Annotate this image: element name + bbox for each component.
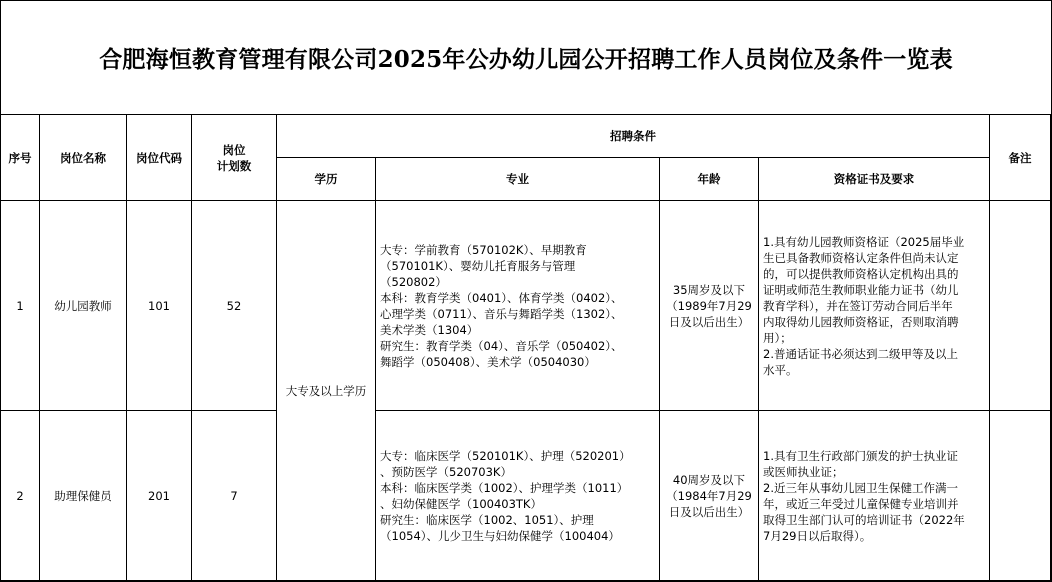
header-age: 年龄	[660, 158, 759, 201]
cell-seq: 1	[1, 201, 40, 411]
cell-major	[376, 411, 660, 581]
qualification-line: 7月29日以后取得）。	[763, 528, 872, 543]
qualification-line: 生已具备教师资格认定条件但尚未认定	[763, 250, 959, 265]
qualification-line: 水平。	[763, 362, 798, 377]
header-plan-count-line2: 计划数	[216, 158, 252, 173]
header-major: 专业	[376, 158, 660, 201]
header-qualification: 资格证书及要求	[759, 158, 990, 201]
age-line: 日及以后出生）	[668, 314, 750, 329]
cell-education: 大专及以上学历	[277, 201, 376, 581]
major-line: （520802）	[380, 274, 447, 289]
age-line: 35周岁及以下	[672, 282, 746, 297]
cell-seq: 2	[1, 411, 40, 581]
recruitment-table	[0, 114, 1051, 581]
major-line: （570101K）、婴幼儿托育服务与管理	[380, 258, 576, 273]
major-line: 美术学类（1304）	[380, 322, 479, 337]
major-line: （1054）、儿少卫生与妇幼保健学（100404）	[380, 528, 620, 543]
header-seq: 序号	[1, 115, 40, 201]
qualification-line: 内取得幼儿园教师资格证，否则取消聘	[763, 314, 959, 329]
qualification-line: 教育学科），并在签订劳动合同后半年	[763, 298, 953, 313]
major-line: 心理学类（0711）、音乐与舞蹈学类（1302）、	[380, 306, 623, 321]
qualification-line: 1.具有卫生行政部门颁发的护士执业证	[763, 448, 958, 463]
qualification-line: 取得卫生部门认可的培训证书（2022年	[763, 512, 965, 527]
major-line: 舞蹈学（050408）、美术学（0504030）	[380, 354, 596, 369]
major-line: 研究生：临床医学（1002、1051）、护理	[380, 512, 594, 527]
age-line: （1984年7月29	[666, 488, 752, 503]
major-line: 研究生：教育学类（04）、音乐学（050402）、	[380, 338, 623, 353]
major-line: 本科：临床医学类（1002）、护理学类（1011）	[380, 480, 629, 495]
qualification-line: 的，可以提供教师资格认定机构出具的	[763, 266, 959, 281]
major-line: 大专：临床医学（520101K）、护理（520201）	[380, 448, 631, 463]
cell-qualification	[759, 411, 990, 581]
qualification-line: 1.具有幼儿园教师资格证（2025届毕业	[763, 234, 965, 249]
cell-post-code: 101	[127, 201, 192, 411]
header-remark: 备注	[990, 115, 1051, 201]
cell-remark	[990, 411, 1051, 581]
qualification-line: 年，或近三年受过儿童保健专业培训并	[763, 496, 959, 511]
cell-plan-count: 52	[192, 201, 277, 411]
header-post-code: 岗位代码	[127, 115, 192, 201]
header-plan-count-line1: 岗位	[222, 142, 246, 157]
major-line: 、妇幼保健医学（100403TK）	[380, 496, 542, 511]
qualification-line: 2.近三年从事幼儿园卫生保健工作满一	[763, 480, 958, 495]
header-education: 学历	[277, 158, 376, 201]
cell-age	[660, 201, 759, 411]
cell-post-name: 助理保健员	[40, 411, 127, 581]
major-line: 大专：学前教育（570102K）、早期教育	[380, 242, 587, 257]
major-line: 本科：教育学类（0401）、体育学类（0402）、	[380, 290, 623, 305]
table-row	[1, 201, 1051, 411]
qualification-line: 2.普通话证书必须达到二级甲等及以上	[763, 346, 958, 361]
major-line: 、预防医学（520703K）	[380, 464, 512, 479]
cell-qualification	[759, 201, 990, 411]
cell-age	[660, 411, 759, 581]
table-row	[1, 411, 1051, 581]
age-line: 40周岁及以下	[672, 472, 746, 487]
cell-post-name: 幼儿园教师	[40, 201, 127, 411]
qualification-line: 证明或师范生教师职业能力证书（幼儿	[763, 282, 959, 297]
age-line: 日及以后出生）	[668, 504, 750, 519]
cell-post-code: 201	[127, 411, 192, 581]
cell-plan-count: 7	[192, 411, 277, 581]
age-line: （1989年7月29	[666, 298, 752, 313]
header-plan-count	[192, 115, 277, 201]
cell-remark	[990, 201, 1051, 411]
cell-major	[376, 201, 660, 411]
qualification-line: 或医师执业证；	[763, 464, 844, 479]
header-post-name: 岗位名称	[40, 115, 127, 201]
header-conditions: 招聘条件	[277, 115, 990, 158]
page-title: 合肥海恒教育管理有限公司2025年公办幼儿园公开招聘工作人员岗位及条件一览表	[1, 1, 1051, 115]
qualification-line: 用）；	[763, 330, 792, 345]
